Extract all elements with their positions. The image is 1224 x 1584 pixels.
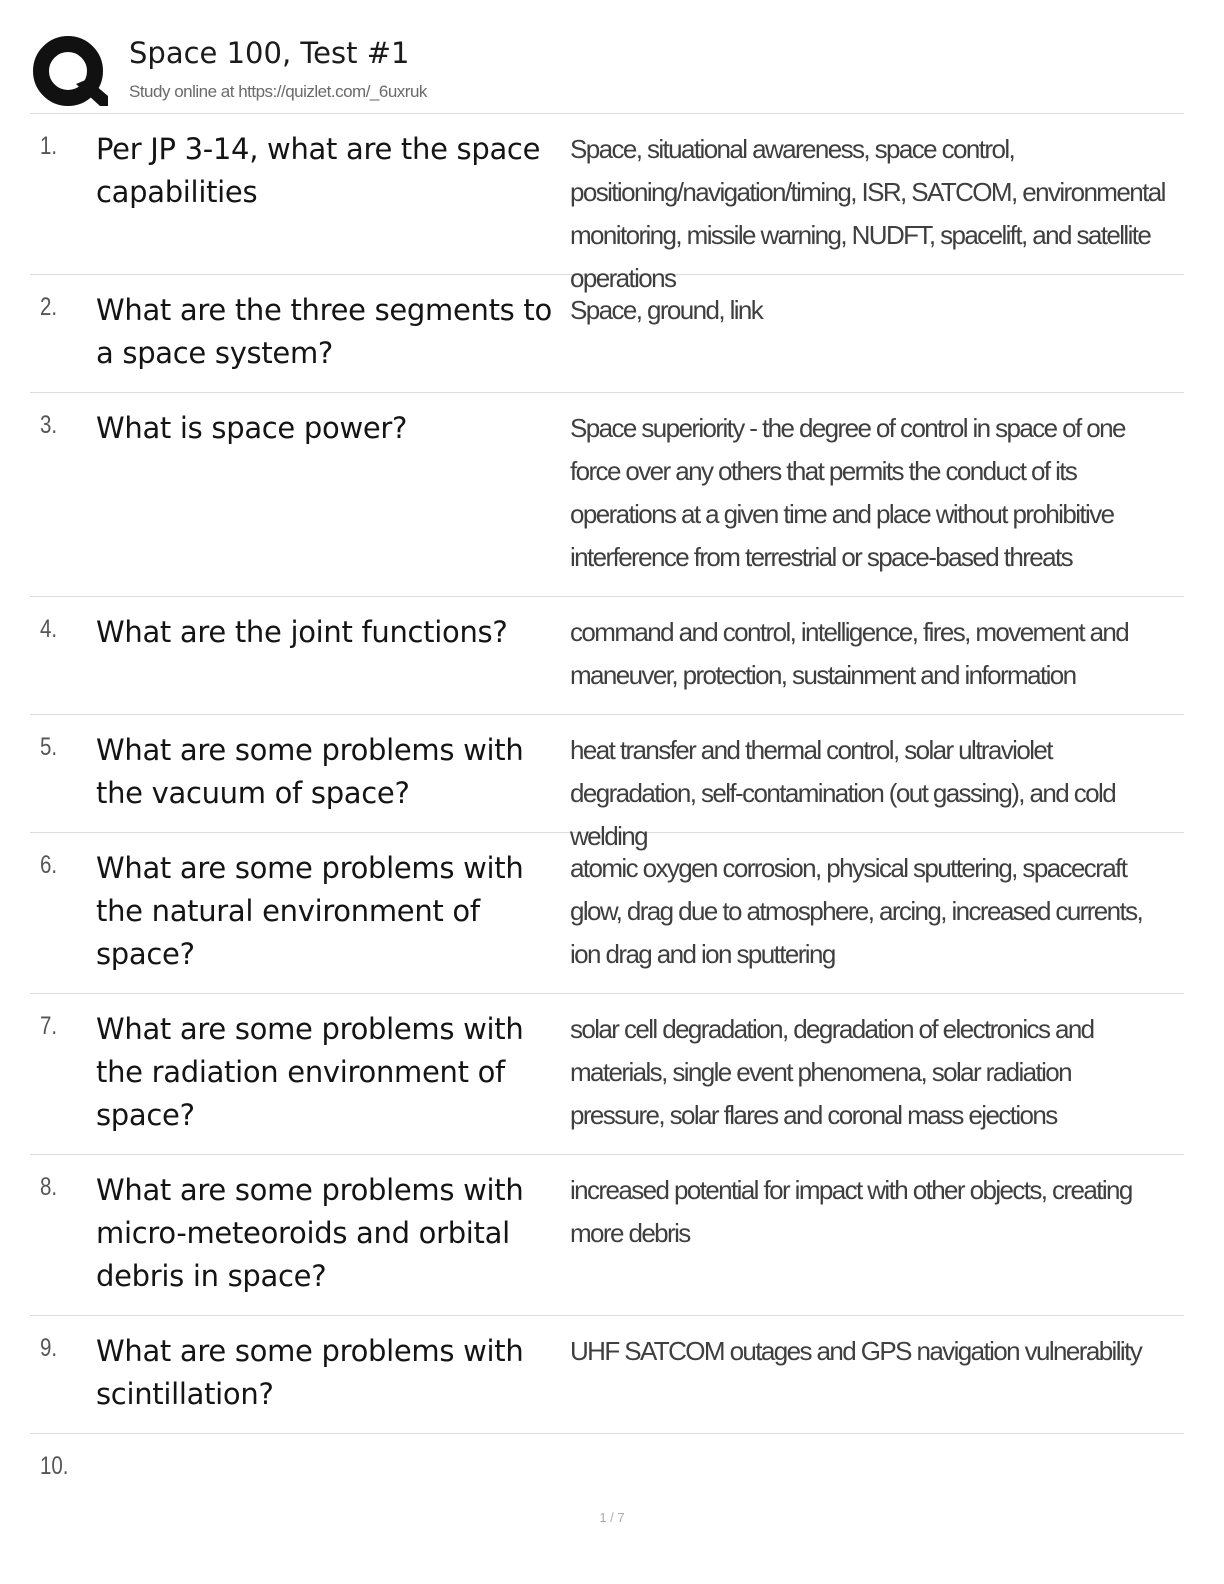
flashcard-row [30, 275, 1184, 393]
page-header [32, 30, 1182, 114]
card-question: What are some problems with micro-meteoroids and orbital debris in space? [96, 1173, 524, 1293]
card-question: What are the three segments to a space system? [96, 293, 552, 370]
card-question: What are some problems with scintillation? [96, 1334, 524, 1411]
card-number: 1. [40, 132, 58, 160]
card-answer: solar cell degradation, degradation of electronics and materials, single event phenomena, solar radiation pressure, solar flares and coronal mass ejections [570, 1014, 1094, 1130]
page-number: 1 / 7 [599, 1510, 625, 1525]
card-answer: atomic oxygen corrosion, physical sputtering, spacecraft glow, drag due to atmosphere, arcing, increased currents, ion drag and ion sputtering [570, 853, 1143, 969]
flashcard-list [30, 114, 1184, 1504]
card-question: What are some problems with the vacuum of space? [96, 733, 524, 810]
card-answer: increased potential for impact with other objects, creating more debris [570, 1175, 1132, 1248]
flashcard-row [30, 114, 1184, 293]
card-number: 2. [40, 293, 58, 321]
flashcard-row [30, 715, 1184, 851]
card-question: What are some problems with the radiation environment of space? [96, 1012, 524, 1132]
flashcard-row [30, 1316, 1184, 1434]
card-number: 10. [40, 1452, 69, 1480]
card-number: 5. [40, 733, 58, 761]
card-answer: UHF SATCOM outages and GPS navigation vulnerability [570, 1336, 1142, 1366]
card-number: 8. [40, 1173, 58, 1201]
flashcard-row [30, 994, 1184, 1155]
card-number: 4. [40, 615, 58, 643]
flashcard-row [30, 1434, 1184, 1504]
study-online-link[interactable]: Study online at https://quizlet.com/_6uxruk [129, 82, 427, 101]
flashcard-row [30, 833, 1184, 994]
card-question: What are the joint functions? [96, 615, 508, 649]
quizlet-q-logo-icon [32, 34, 108, 110]
flashcard-row [30, 393, 1184, 597]
card-question: Per JP 3-14, what are the space capabilities [96, 132, 541, 209]
card-number: 7. [40, 1012, 58, 1040]
card-number: 3. [40, 411, 58, 439]
card-answer: Space, ground, link [570, 295, 763, 325]
card-answer: command and control, intelligence, fires, movement and maneuver, protection, sustainment and information [570, 617, 1129, 690]
card-number: 9. [40, 1334, 58, 1362]
card-answer: Space, situational awareness, space control, positioning/navigation/timing, ISR, SATCOM, environmental monitoring, missile warning, NUDFT, spacelift, and satellite operations [570, 134, 1165, 293]
set-title: Space 100, Test #1 [129, 36, 410, 70]
card-answer: Space superiority - the degree of control in space of one force over any others that permits the conduct of its operations at a given time and place without prohibitive interference from terrestrial or space-based threats [570, 413, 1125, 572]
card-answer: heat transfer and thermal control, solar ultraviolet degradation, self-contamination (out gassing), and cold welding [570, 735, 1116, 851]
flashcard-row [30, 1155, 1184, 1316]
card-number: 6. [40, 851, 58, 879]
card-question: What are some problems with the natural environment of space? [96, 851, 524, 971]
card-question: What is space power? [96, 411, 408, 445]
flashcard-row [30, 597, 1184, 715]
